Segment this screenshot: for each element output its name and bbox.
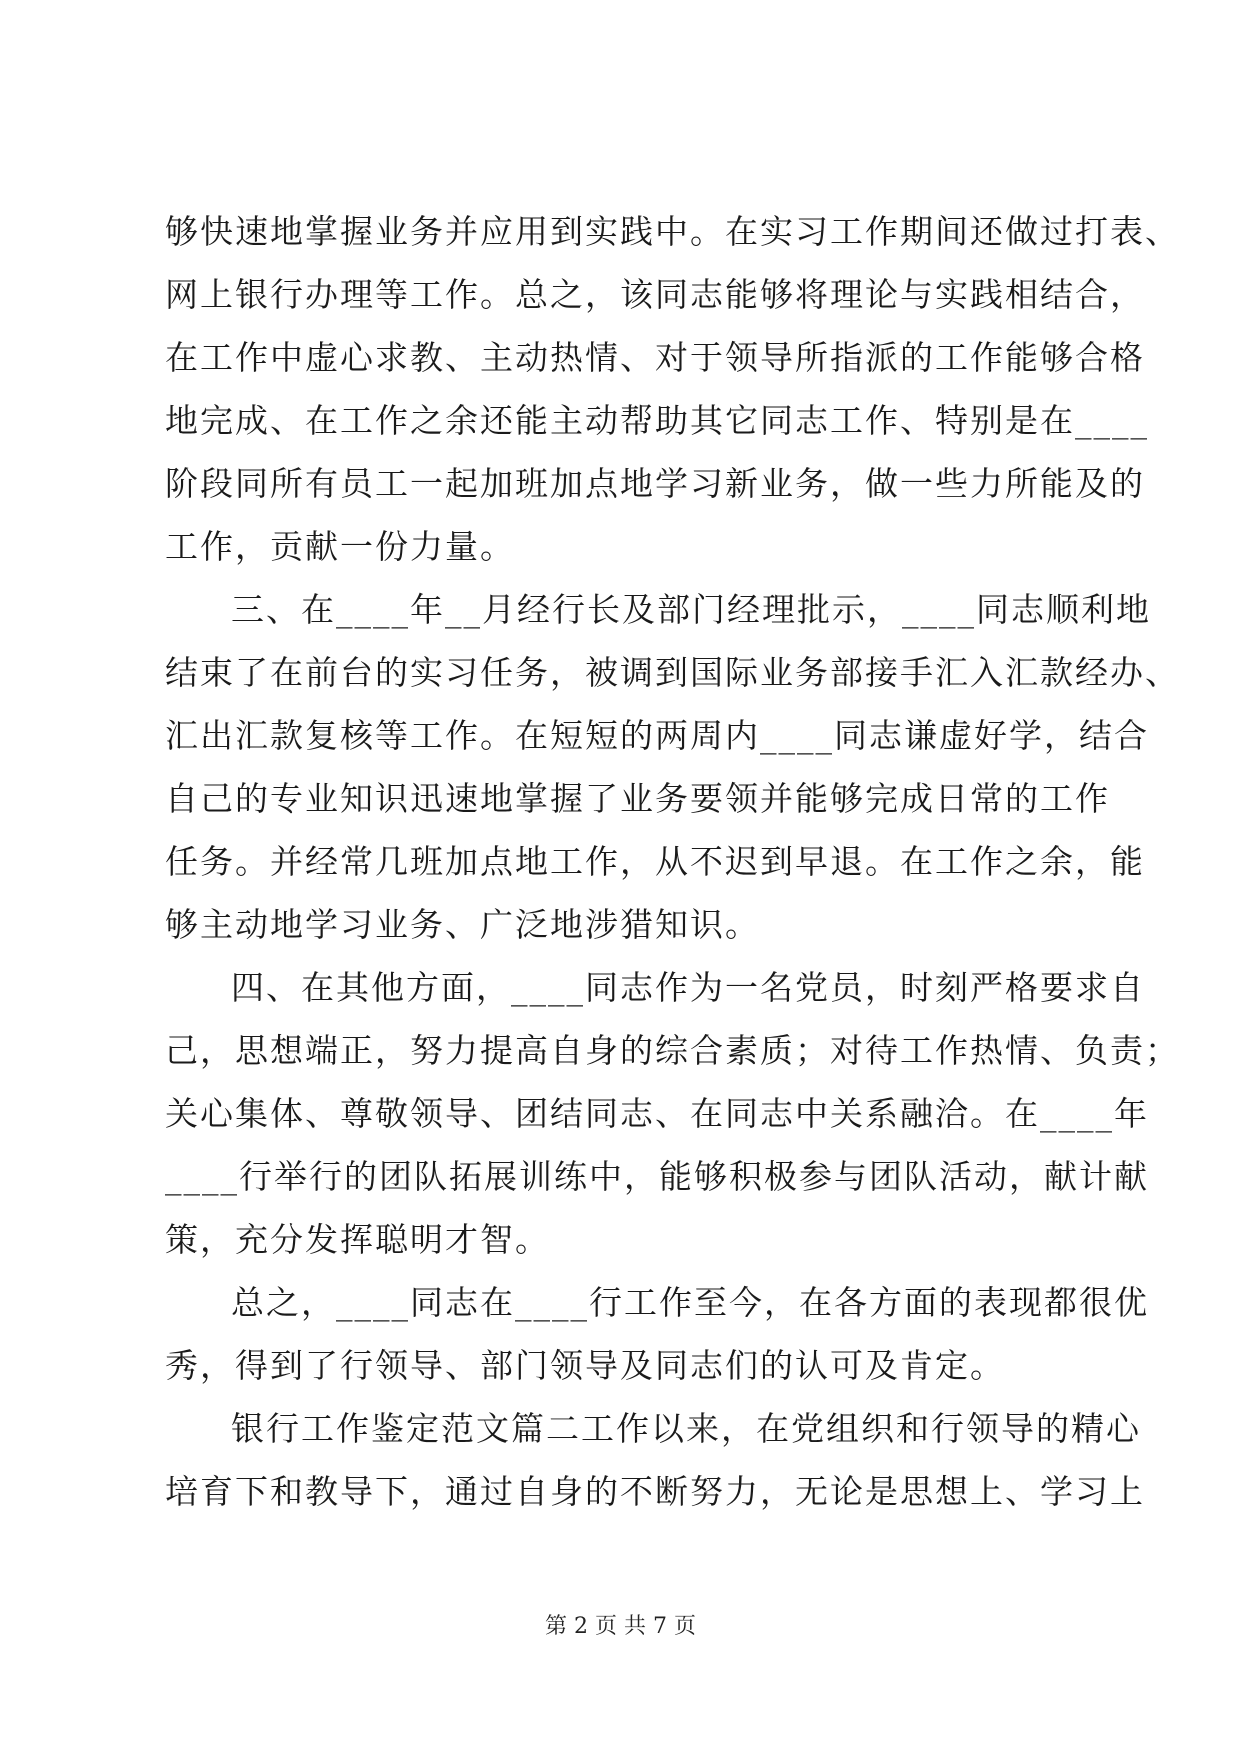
- document-body: [165, 200, 1180, 1523]
- text-line: 在工作中虚心求教、主动热情、对于领导所指派的工作能够合格: [165, 338, 1145, 377]
- text-line: 地完成、在工作之余还能主动帮助其它同志工作、特别是在____: [165, 401, 1149, 440]
- text-line: 够主动地学习业务、广泛地涉猎知识。: [165, 905, 760, 944]
- text-line: 够快速地掌握业务并应用到实践中。在实习工作期间还做过打表、: [165, 212, 1180, 251]
- text-line: ____行举行的团队拓展训练中，能够积极参与团队活动，献计献: [165, 1157, 1149, 1196]
- text-line: 秀，得到了行领导、部门领导及同志们的认可及肯定。: [165, 1346, 1005, 1385]
- page-number-footer: 第 2 页 共 7 页: [545, 1614, 696, 1639]
- text-line: 结束了在前台的实习任务，被调到国际业务部接手汇入汇款经办、: [165, 653, 1180, 692]
- paragraph-start-line: 三、在____年__月经行长及部门经理批示，____同志顺利地: [231, 590, 1151, 629]
- text-line: 己，思想端正，努力提高自身的综合素质；对待工作热情、负责；: [165, 1031, 1180, 1070]
- text-line: 汇出汇款复核等工作。在短短的两周内____同志谦虚好学，结合: [165, 716, 1149, 755]
- text-line: 自己的专业知识迅速地掌握了业务要领并能够完成日常的工作: [165, 779, 1110, 818]
- text-line: 网上银行办理等工作。总之，该同志能够将理论与实践相结合，: [165, 275, 1145, 314]
- text-line: 工作，贡献一份力量。: [165, 527, 515, 566]
- text-line: 任务。并经常几班加点地工作，从不迟到早退。在工作之余，能: [165, 842, 1145, 881]
- text-line: 阶段同所有员工一起加班加点地学习新业务，做一些力所能及的: [165, 464, 1145, 503]
- text-line: 关心集体、尊敬领导、团结同志、在同志中关系融洽。在____年: [165, 1094, 1149, 1133]
- paragraph-start-line: 四、在其他方面，____同志作为一名党员，时刻严格要求自: [231, 968, 1145, 1007]
- text-line: 培育下和教导下，通过自身的不断努力，无论是思想上、学习上: [165, 1472, 1145, 1511]
- text-line: 策，充分发挥聪明才智。: [165, 1220, 550, 1259]
- paragraph-start-line: 银行工作鉴定范文篇二工作以来，在党组织和行领导的精心: [231, 1409, 1141, 1448]
- paragraph-start-line: 总之，____同志在____行工作至今，在各方面的表现都很优: [231, 1283, 1149, 1322]
